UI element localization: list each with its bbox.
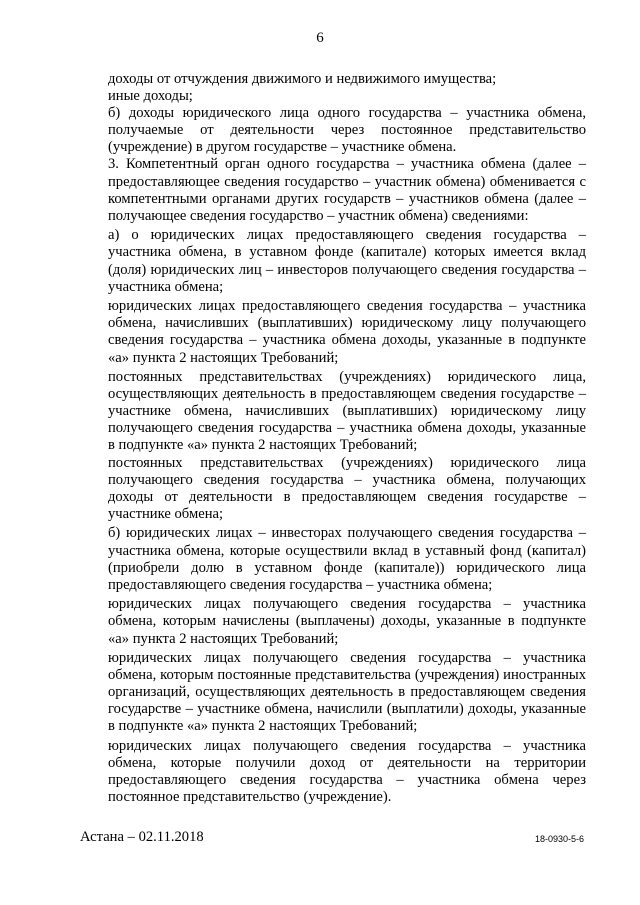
paragraph: постоянных представительствах (учреждениях) юридического лица получающего сведения государства – участника обмена, получающих доходы от деятельности в предоставляющем сведения государстве – участнике обмена; xyxy=(108,454,586,522)
paragraph: б) юридических лицах – инвесторах получающего сведения государства – участника обмена, которые осуществили вклад в уставный фонд (капитал) (приобрели долю в уставном фонде (капитале)) юридического лица предоставляющего сведения государства – участника обмена; xyxy=(108,525,586,593)
footer-city-date: Астана – 02.11.2018 xyxy=(80,829,204,845)
footer-document-code: 18-0930-5-6 xyxy=(534,834,584,844)
paragraph: б) доходы юридического лица одного государства – участника обмена, получаемые от деятельности через постоянное представительство (учреждение) в другом государстве – участнике обмена. xyxy=(108,105,586,156)
paragraph: юридических лицах получающего сведения государства – участника обмена, которые получили доход от деятельности на территории предоставляющего сведения государства – участника обмена через постоянное представительство (учреждение). xyxy=(108,738,586,806)
paragraph: а) о юридических лицах предоставляющего сведения государства – участника обмена, в уставном фонде (капитале) которых имеется вклад (доля) юридических лиц – инвесторов получающего сведения государства – участника обмена; xyxy=(108,227,586,295)
paragraph: иные доходы; xyxy=(108,88,193,105)
paragraph: юридических лицах предоставляющего сведения государства – участника обмена, начисливших (выплативших) юридическому лицу получающего сведения государства – участника обмена доходы, указанные в подпункте «а» пункта 2 настоящих Требований; xyxy=(108,298,586,366)
paragraph: юридических лицах получающего сведения государства – участника обмена, которым начислены (выплачены) доходы, указанные в подпункте «а» пункта 2 настоящих Требований; xyxy=(108,596,586,647)
paragraph: 3. Компетентный орган одного государства – участника обмена (далее – предоставляющее сведения государство – участник обмена) обменивается с компетентными органами других государств – участников обмена (далее – получающее сведения государство – участник обмена) сведениями: xyxy=(108,156,586,224)
document-body xyxy=(108,71,586,806)
page-number: 6 xyxy=(316,30,324,46)
paragraph: доходы от отчуждения движимого и недвижимого имущества; xyxy=(108,71,497,87)
paragraph: постоянных представительствах (учреждениях) юридического лица, осуществляющих деятельность в предоставляющем сведения государстве – участнике обмена, начисливших (выплативших) юридическому лицу получающего сведения государства – участника обмена доходы, указанные в подпункте «а» пункта 2 настоящих Требований; xyxy=(108,369,586,454)
paragraph: юридических лицах получающего сведения государства – участника обмена, которым постоянные представительства (учреждения) иностранных организаций, осуществляющих деятельность в предоставляющем сведения государстве – участнике обмена, начислили (выплатили) доходы, указанные в подпункте «а» пункта 2 настоящих Требований; xyxy=(108,650,586,735)
